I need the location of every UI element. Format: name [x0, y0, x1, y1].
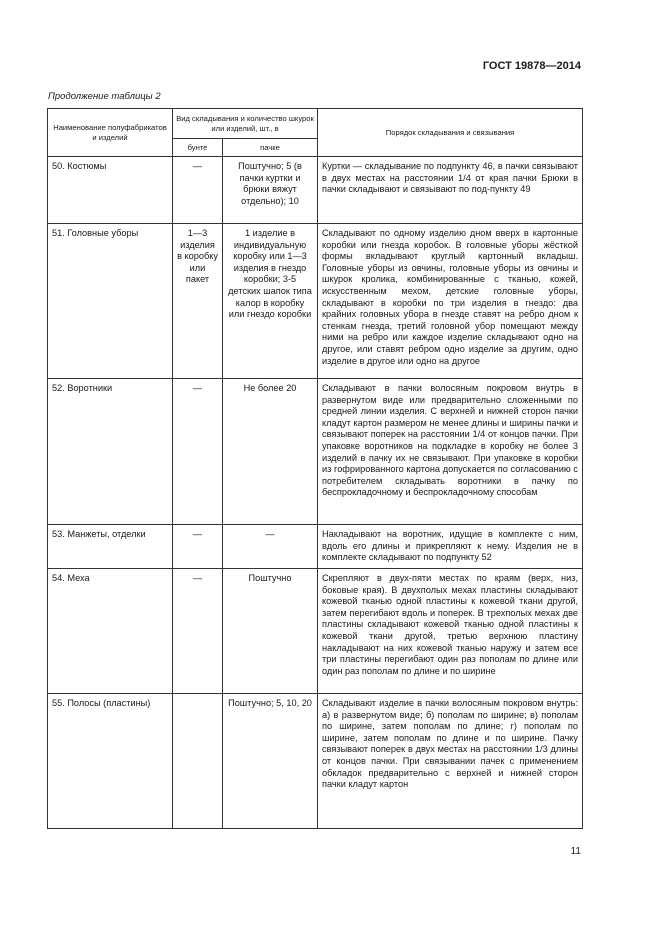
col-header-name: Наименование полуфабрикатов и изделий [48, 109, 173, 157]
row-pachka: — [223, 525, 318, 569]
row-order: Складывают по одному изделию дном вверх в картонные коробки или гнезда коробок. В головные уборы жёсткой формы вкладывают круглый картонный вкладыш. Головные уборы из овчины, головные уборы из овчины и шкурок кролика, комбинированные с тканью, кожей, искусственным мехом, детские головные уборы, складывают в коробки по три изделия в гнездо: два крайних головных убора в гнезде ставят на ребро дном к стенкам гнезда, третий головной убор помещают между ними на ребро или каждое изделие складывают одно на другое, или ставят ребром одно изделие за другим, одно изделие в другое или одно на другое [318, 224, 583, 379]
row-name: 53. Манжеты, отделки [48, 525, 173, 569]
col-header-fold-group: Вид складывания и количество шкурок или изделий, шт., в [173, 109, 318, 139]
row-bunt: — [173, 157, 223, 224]
row-name: 50. Костюмы [48, 157, 173, 224]
row-bunt: 1—3 изделия в коробку или пакет [173, 224, 223, 379]
row-name: 51. Головные уборы [48, 224, 173, 379]
row-order: Складывают в пачки волосяным покровом внутрь в развернутом виде или предварительно сложенными по средней линии изделия. С верхней и нижней сторон пачки кладут картон размером не менее длины и ширины пачки и связывают поперек на расстоянии 1/4 от концов пачки. При упаковке воротников на подкладке в коробку не более 3 изделий в пачку их не связывают. При упаковке в коробки из гофрированного картона допускается по согласованию с потребителем складывать воротники в пачку по беспрокладочному и беспрокладочному способам [318, 379, 583, 525]
col-header-bunt: бунте [173, 139, 223, 157]
row-bunt: — [173, 569, 223, 694]
row-order: Куртки — складывание по подпункту 46, в пачки связывают в двух местах на расстоянии 1/4 от края пачки Брюки в пачки складывают и связывают по под-пункту 49 [318, 157, 583, 224]
row-pachka: Не более 20 [223, 379, 318, 525]
row-pachka: Поштучно; 5 (в пачки куртки и брюки вяжут отдельно); 10 [223, 157, 318, 224]
row-name: 55. Полосы (пластины) [48, 694, 173, 829]
table-row [48, 224, 583, 379]
col-header-order: Порядок складывания и связывания [318, 109, 583, 157]
table-caption: Продолжение таблицы 2 [48, 91, 161, 102]
table-row [48, 525, 583, 569]
row-name: 52. Воротники [48, 379, 173, 525]
table-row [48, 379, 583, 525]
table-row [48, 569, 583, 694]
page-number: 11 [570, 846, 581, 857]
row-bunt: — [173, 525, 223, 569]
row-pachka: Поштучно; 5, 10, 20 [223, 694, 318, 829]
row-bunt: — [173, 379, 223, 525]
data-table [47, 108, 583, 829]
row-pachka: Поштучно [223, 569, 318, 694]
row-order: Складывают изделие в пачки волосяным покровом внутрь: а) в развернутом виде; б) пополам по ширине; в) пополам по ширине, затем пополам по длине; г) пополам по ширине, затем пополам по длине и по ширине. Пачку связывают поперек в двух местах на расстоянии 1/3 длины от концов пачки. При связывании пачек с применением обкладок предварительно с верхней и нижней сторон пачки кладут картон [318, 694, 583, 829]
standard-number: ГОСТ 19878—2014 [482, 60, 581, 72]
row-pachka: 1 изделие в индивидуальную коробку или 1—3 изделия в гнездо коробки; 3-5 детских шапок типа калор в коробку или гнездо коробки [223, 224, 318, 379]
row-bunt [173, 694, 223, 829]
row-name: 54. Меха [48, 569, 173, 694]
row-order: Накладывают на воротник, идущие в комплекте с ним, вдоль его длины и прикрепляют к нему. Изделия не в комплекте складывают по подпункту 52 [318, 525, 583, 569]
row-order: Скрепляют в двух-пяти местах по краям (верх, низ, боковые края). В двухполых мехах пластины складывают кожевой тканью одной пластины к кожевой ткани другой, затем перегибают вдоль и поперек. В трехполых мехах две пластины складывают кожевой тканью одной пластины к кожевой ткани другой, третью верхнюю пластину накладывают на них кожевой тканью наружу и затем все три пластины перегибают один раз пополам по длине или один раз пополам по длине и по ширине [318, 569, 583, 694]
col-header-pachka: пачке [223, 139, 318, 157]
table-row [48, 694, 583, 829]
table-row [48, 157, 583, 224]
